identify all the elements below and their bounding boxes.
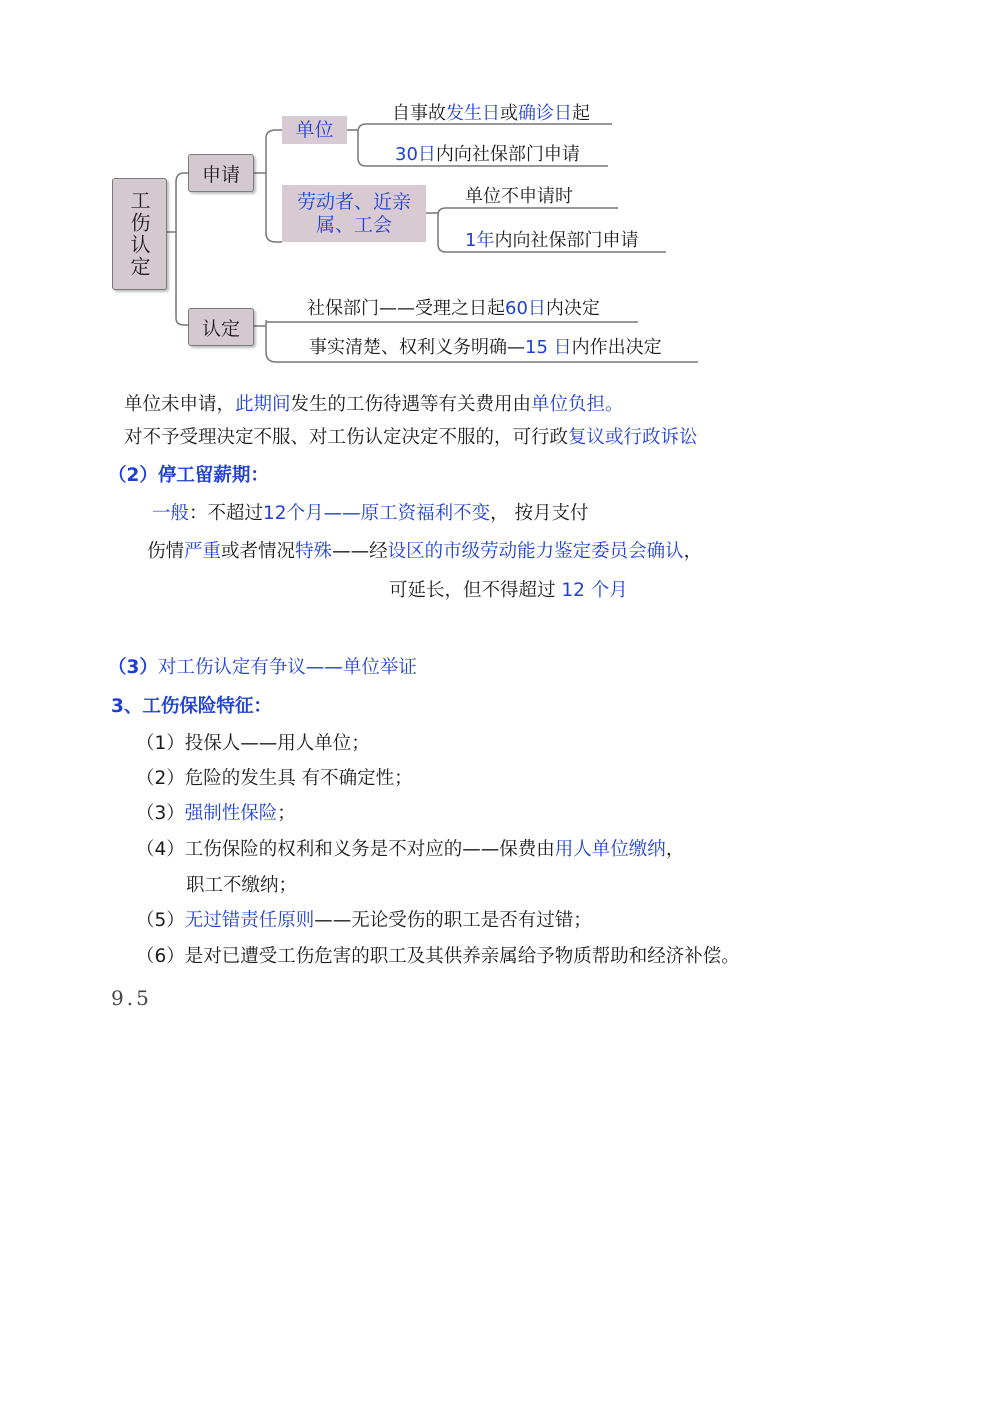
text-seg: 事实清楚、权利义务明确— — [309, 337, 525, 358]
worker-node — [282, 185, 426, 242]
text-seg: 30日 — [395, 144, 436, 165]
text-seg: 投保人——用人单位； — [184, 733, 370, 754]
section2-general — [152, 502, 588, 526]
feature-4-cont — [186, 874, 297, 898]
feature-2 — [136, 767, 413, 791]
text-seg: 单位负担。 — [531, 394, 624, 415]
text-seg: 复议或行政诉讼 — [568, 427, 698, 448]
text-seg: 单位不申请时 — [465, 186, 573, 207]
text-seg: 发生日 — [446, 103, 500, 124]
text-seg: 对工伤认定有争议——单位举证 — [157, 657, 417, 678]
text-seg: 内向社保部门申请 — [435, 144, 580, 165]
text-seg: （1） — [136, 733, 185, 754]
text-seg: ， — [665, 839, 685, 860]
heading-3: 3、工伤保险特征： — [111, 696, 272, 717]
worker-node-label-1: 劳动者、近亲 — [296, 190, 411, 213]
unit-node-label: 单位 — [295, 118, 334, 141]
text-seg: 危险的发生具 有不确定性； — [184, 768, 413, 789]
text-seg: 1年 — [465, 230, 495, 251]
text-seg: 工伤保险的权利和义务是不对应的——保费由 — [184, 839, 555, 860]
text-seg: （4） — [136, 839, 185, 860]
text-seg: 12 个月 — [561, 580, 628, 601]
text-seg: 15 日 — [525, 337, 572, 358]
note-1 — [124, 393, 624, 417]
decide-line-1 — [307, 297, 600, 321]
text-seg: 此期间 — [235, 394, 291, 415]
unit-line-1 — [392, 102, 590, 126]
root-node — [112, 178, 167, 290]
feature-6 — [136, 945, 740, 969]
feature-5 — [136, 909, 592, 933]
text-seg: 强制性保险 — [184, 803, 278, 824]
apply-node-label: 申请 — [201, 163, 240, 186]
text-seg: 60日 — [505, 298, 546, 319]
text-seg: 一般 — [152, 503, 190, 524]
text-seg: （3） — [108, 657, 158, 678]
text-seg: 对不予受理决定不服、对工伤认定决定不服的，可行政 — [124, 427, 569, 448]
text-seg: ， 按月支付 — [490, 503, 589, 524]
unit-node — [282, 116, 347, 144]
text-seg: ——经 — [332, 541, 388, 562]
text-seg: 无过错责任原则 — [184, 910, 315, 931]
text-seg: 用人单位缴纳 — [554, 839, 666, 860]
text-seg: ； — [277, 803, 296, 824]
text-seg: 内向社保部门申请 — [494, 230, 639, 251]
note-2 — [124, 426, 698, 450]
section2-heading: （2）停工留薪期： — [108, 465, 269, 486]
text-seg: （5） — [136, 910, 185, 931]
text-seg: 内作出决定 — [571, 337, 662, 358]
decide-node-label: 认定 — [201, 317, 240, 340]
text-seg: （3） — [136, 803, 185, 824]
section2-special — [147, 540, 702, 564]
unit-line-2 — [395, 143, 580, 167]
text-seg: （6） — [136, 946, 185, 967]
text-seg: 自事故 — [392, 103, 446, 124]
text-seg: 社保部门——受理之日起 — [307, 298, 505, 319]
text-seg: 严重 — [184, 541, 222, 562]
apply-node — [188, 154, 254, 192]
text-seg: 发生的工伤待遇等有关费用由 — [290, 394, 532, 415]
text-seg: ——无论受伤的职工是否有过错； — [314, 910, 592, 931]
text-seg: 确诊日 — [518, 103, 572, 124]
text-seg: ， — [683, 541, 703, 562]
text-seg: ：不超过 — [189, 503, 264, 524]
feature-4 — [136, 838, 684, 862]
worker-node-label-2: 属、工会 — [315, 213, 392, 236]
text-seg: 特殊 — [295, 541, 333, 562]
worker-line-2 — [465, 229, 638, 253]
decide-node — [188, 308, 254, 346]
feature-1 — [136, 732, 370, 756]
text-seg: 设区的市级劳动能力鉴定委员会确认 — [387, 541, 684, 562]
root-node-label: 工伤认定 — [127, 190, 151, 278]
section3-line — [108, 656, 417, 680]
text-seg: 12个月——原工资福利不变 — [263, 503, 491, 524]
text-seg: 伤情 — [147, 541, 185, 562]
text-seg: 可延长，但不得超过 — [389, 580, 562, 601]
text-seg: 单位未申请， — [124, 394, 236, 415]
text-seg: 内决定 — [545, 298, 600, 319]
text-seg: 或者情况 — [221, 541, 296, 562]
feature-3 — [136, 802, 296, 826]
decide-line-2 — [309, 336, 662, 360]
text-seg: 起 — [572, 103, 590, 124]
worker-line-1 — [465, 185, 573, 209]
page-marker: 9.5 — [111, 986, 152, 1010]
text-seg: （2） — [136, 768, 185, 789]
text-seg: 职工不缴纳； — [186, 875, 298, 896]
text-seg: 是对已遭受工伤危害的职工及其供养亲属给予物质帮助和经济补偿。 — [184, 946, 740, 967]
section2-extend — [389, 579, 628, 603]
text-seg: 或 — [500, 103, 518, 124]
